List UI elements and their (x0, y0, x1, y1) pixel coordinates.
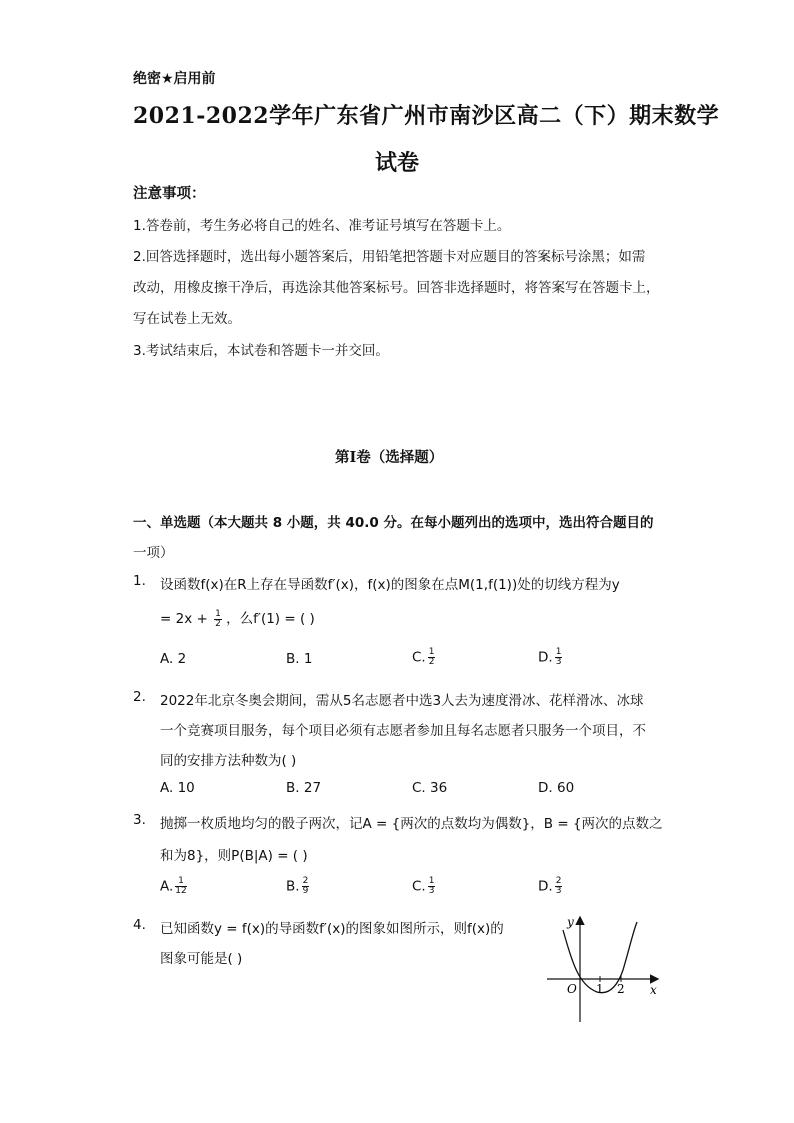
notice-heading: 注意事项： (133, 186, 206, 202)
tick-label-2: 2 (617, 982, 625, 996)
question-text: 抛掷一枚质地均匀的骰子两次，记A = {两次的点数均为偶数}，B = {两次的点数之 (160, 816, 663, 832)
option-c[interactable]: C. $\frac{1}{2}$ (412, 647, 435, 667)
fraction: $\frac{1}{2}$ (215, 608, 221, 629)
option-a[interactable]: A. $\frac{1}{12}$ (160, 876, 187, 896)
confidential-label: 绝密★启用前 (133, 71, 216, 87)
tick-label-1: 1 (596, 982, 604, 996)
question-text: 设函数f(x)在R上存在导函数f′(x)，f(x)的图象在点M(1,f(1))处的切线方程为y (160, 577, 620, 593)
question-number: 4. (133, 917, 146, 933)
question-end: ，么f′(1) = ( ) (226, 611, 315, 627)
section-heading: 一、单选题（本大题共 8 小题，共 40.0 分。在每小题列出的选项中，选出符合题目的 (133, 515, 654, 531)
question-number: 3. (133, 812, 146, 828)
question-number: 1. (133, 573, 146, 589)
question-text: 2022年北京冬奥会期间，需从5名志愿者中选3人去为速度滑冰、花样滑冰、冰球 (160, 693, 644, 709)
x-axis-label: x (650, 983, 657, 997)
section-heading-cont: 一项） (133, 545, 174, 561)
option-b[interactable]: B. 27 (286, 780, 322, 796)
notice-line: 3.考试结束后，本试卷和答题卡一并交回。 (133, 343, 389, 359)
question-number: 2. (133, 689, 146, 705)
notice-line: 写在试卷上无效。 (133, 311, 241, 327)
option-b[interactable]: B. $\frac{2}{9}$ (286, 876, 309, 896)
question-text: 和为8}，则P(B|A) = ( ) (160, 848, 308, 864)
notice-line: 1.答卷前，考生务必将自己的姓名、准考证号填写在答题卡上。 (133, 218, 511, 234)
question-text (160, 607, 315, 629)
option-c[interactable]: C. $\frac{1}{3}$ (412, 876, 435, 896)
question-text: 一个竞赛项目服务，每个项目必须有志愿者参加且每名志愿者只服务一个项目，不 (160, 723, 646, 739)
notice-line: 2.回答选择题时，选出每小题答案后，用铅笔把答题卡对应题目的答案标号涂黑；如需 (133, 249, 646, 265)
option-a[interactable]: A. 10 (160, 780, 195, 796)
question-text: 已知函数y = f(x)的导函数f′(x)的图象如图所示，则f(x)的 (160, 921, 504, 937)
option-d[interactable]: D. $\frac{2}{3}$ (538, 876, 562, 896)
option-d[interactable]: D. $\frac{1}{3}$ (538, 647, 562, 667)
y-axis-label: y (567, 915, 574, 929)
exam-title-line2: 试卷 (375, 150, 420, 176)
derivative-graph (545, 910, 665, 1025)
option-b[interactable]: B. 1 (286, 651, 313, 667)
option-a[interactable]: A. 2 (160, 651, 187, 667)
option-d[interactable]: D. 60 (538, 780, 575, 796)
origin-label: O (567, 982, 577, 996)
question-text: 同的安排方法种数为( ) (160, 753, 297, 769)
volume-title: 第I卷（选择题） (335, 449, 444, 466)
question-text: 图象可能是( ) (160, 951, 243, 967)
option-c[interactable]: C. 36 (412, 780, 448, 796)
exam-title-line1: 2021-2022学年广东省广州市南沙区高二（下）期末数学 (133, 103, 720, 129)
notice-line: 改动，用橡皮擦干净后，再选涂其他答案标号。回答非选择题时，将答案写在答题卡上， (133, 280, 660, 296)
equation-part: = 2x + (160, 611, 208, 627)
